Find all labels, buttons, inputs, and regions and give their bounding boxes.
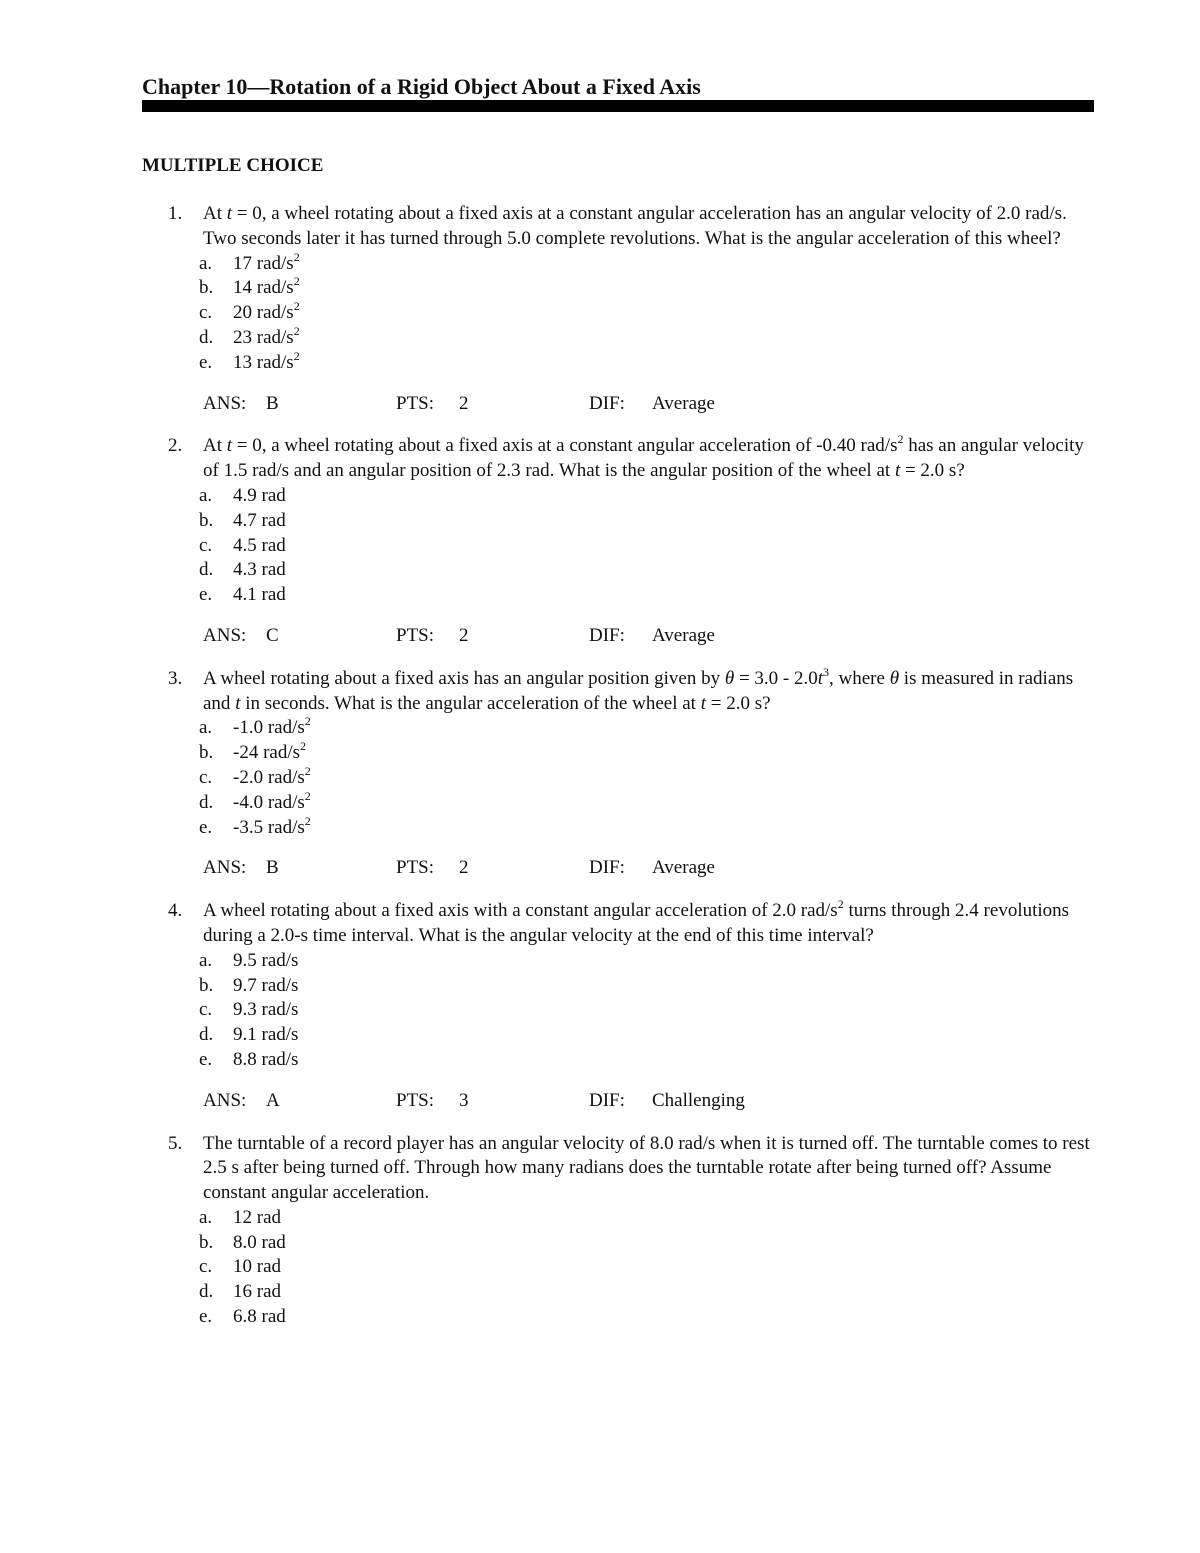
question-2 [142, 434, 1100, 648]
answer-meta: ANS: B PTS: 2 DIF: Average [203, 856, 1100, 881]
option-a: a. -1.0 rad/$s^2$ [199, 714, 311, 739]
difficulty-value: Average [652, 857, 715, 879]
question-1 [142, 202, 1100, 416]
difficulty-value: Average [652, 392, 715, 414]
option-list [199, 249, 1100, 376]
option-c: c. -2.0 rad/$s^2$ [199, 763, 311, 788]
option-a: a. 12 rad [199, 1206, 282, 1228]
points-value: 3 [459, 1089, 469, 1111]
answer-meta: ANS: B PTS: 2 DIF: Average [203, 392, 1100, 417]
option-c: c. 4.5 rad [199, 534, 286, 556]
question-text: At t = 0, a wheel rotating about a fixed axis at a constant angular acceleration of -0.40 rad/$s^2$ has an angular velocity of 1.5 rad/s and an angular position of 2.3 rad. What is the angular position of the wheel at t = 2.0 s? [203, 432, 1084, 482]
option-d: d. -4.0 rad/$s^2$ [199, 788, 311, 813]
answer-value: C [266, 624, 279, 646]
option-list [199, 716, 1100, 840]
option-e: e. 4.1 rad [199, 584, 286, 606]
question-list [142, 202, 1100, 1348]
option-d: d. 16 rad [199, 1281, 282, 1303]
option-e: e. 13 rad/$s^2$ [199, 348, 300, 373]
answer-meta: ANS: A PTS: 3 DIF: Challenging [203, 1089, 1100, 1114]
question-text: At t = 0, a wheel rotating about a fixed axis at a constant angular acceleration has an angular velocity of 2.0 rad/s. Two seconds later it has turned through 5.0 complete revolutions. What is the angular acceleration of this wheel? [203, 203, 1067, 249]
question-text: The turntable of a record player has an angular velocity of 8.0 rad/s when it is turned off. The turntable comes to rest 2.5 s after being turned off. Through how many radians does the turntable rotate after being turned off? Assume constant angular acceleration. [203, 1132, 1090, 1204]
question-number: 5. [168, 1132, 183, 1154]
option-b: b. 4.7 rad [199, 509, 286, 531]
answer-value: B [266, 857, 279, 879]
difficulty-value: Average [652, 624, 715, 646]
question-4 [142, 899, 1100, 1113]
answer-meta: ANS: C PTS: 2 DIF: Average [203, 624, 1100, 649]
option-a: a. 4.9 rad [199, 484, 286, 506]
difficulty-value: Challenging [652, 1089, 745, 1111]
option-list [199, 1206, 1100, 1330]
title-rule [142, 100, 1094, 112]
option-b: b. 14 rad/$s^2$ [199, 274, 300, 299]
option-e: e. 6.8 rad [199, 1306, 286, 1328]
question-number: 2. [168, 435, 183, 457]
question-number: 1. [168, 203, 183, 224]
option-d: d. 23 rad/$s^2$ [199, 323, 300, 348]
question-5 [142, 1132, 1100, 1330]
option-b: b. -24 rad/$s^2$ [199, 739, 307, 764]
option-e: e. -3.5 rad/$s^2$ [199, 813, 311, 838]
question-number: 3. [168, 667, 183, 689]
option-a: a. 9.5 rad/s [199, 949, 299, 971]
question-3 [142, 664, 1100, 881]
chapter-title: Chapter 10—Rotation of a Rigid Object About a Fixed Axis [142, 74, 701, 99]
points-value: 2 [459, 392, 469, 414]
option-c: c. 10 rad [199, 1256, 282, 1278]
section-heading: MULTIPLE CHOICE [142, 155, 324, 176]
option-c: c. 9.3 rad/s [199, 999, 299, 1021]
answer-value: B [266, 392, 279, 414]
question-text: A wheel rotating about a fixed axis with a constant angular acceleration of 2.0 rad/$s^2$ turns through 2.4 revolutions during a 2.0-s time interval. What is the angular velocity at the end of this time interval? [203, 897, 1070, 946]
points-value: 2 [459, 857, 469, 879]
question-number: 4. [168, 900, 183, 922]
option-e: e. 8.8 rad/s [199, 1048, 299, 1070]
option-b: b. 8.0 rad [199, 1231, 286, 1253]
option-b: b. 9.7 rad/s [199, 974, 299, 996]
answer-value: A [266, 1089, 280, 1111]
option-a: a. 17 rad/$s^2$ [199, 249, 300, 274]
points-value: 2 [459, 624, 469, 646]
option-c: c. 20 rad/$s^2$ [199, 299, 300, 324]
option-list [199, 484, 1100, 608]
question-text: A wheel rotating about a fixed axis has an angular position given by $\theta = 3.0 - 2.0t^3$, where θ is measured in radians and t in seconds. What is the angular acceleration of the wheel at t = 2.0 s? [203, 664, 1074, 714]
option-list [199, 949, 1100, 1073]
option-d: d. 9.1 rad/s [199, 1024, 299, 1046]
option-d: d. 4.3 rad [199, 559, 286, 581]
